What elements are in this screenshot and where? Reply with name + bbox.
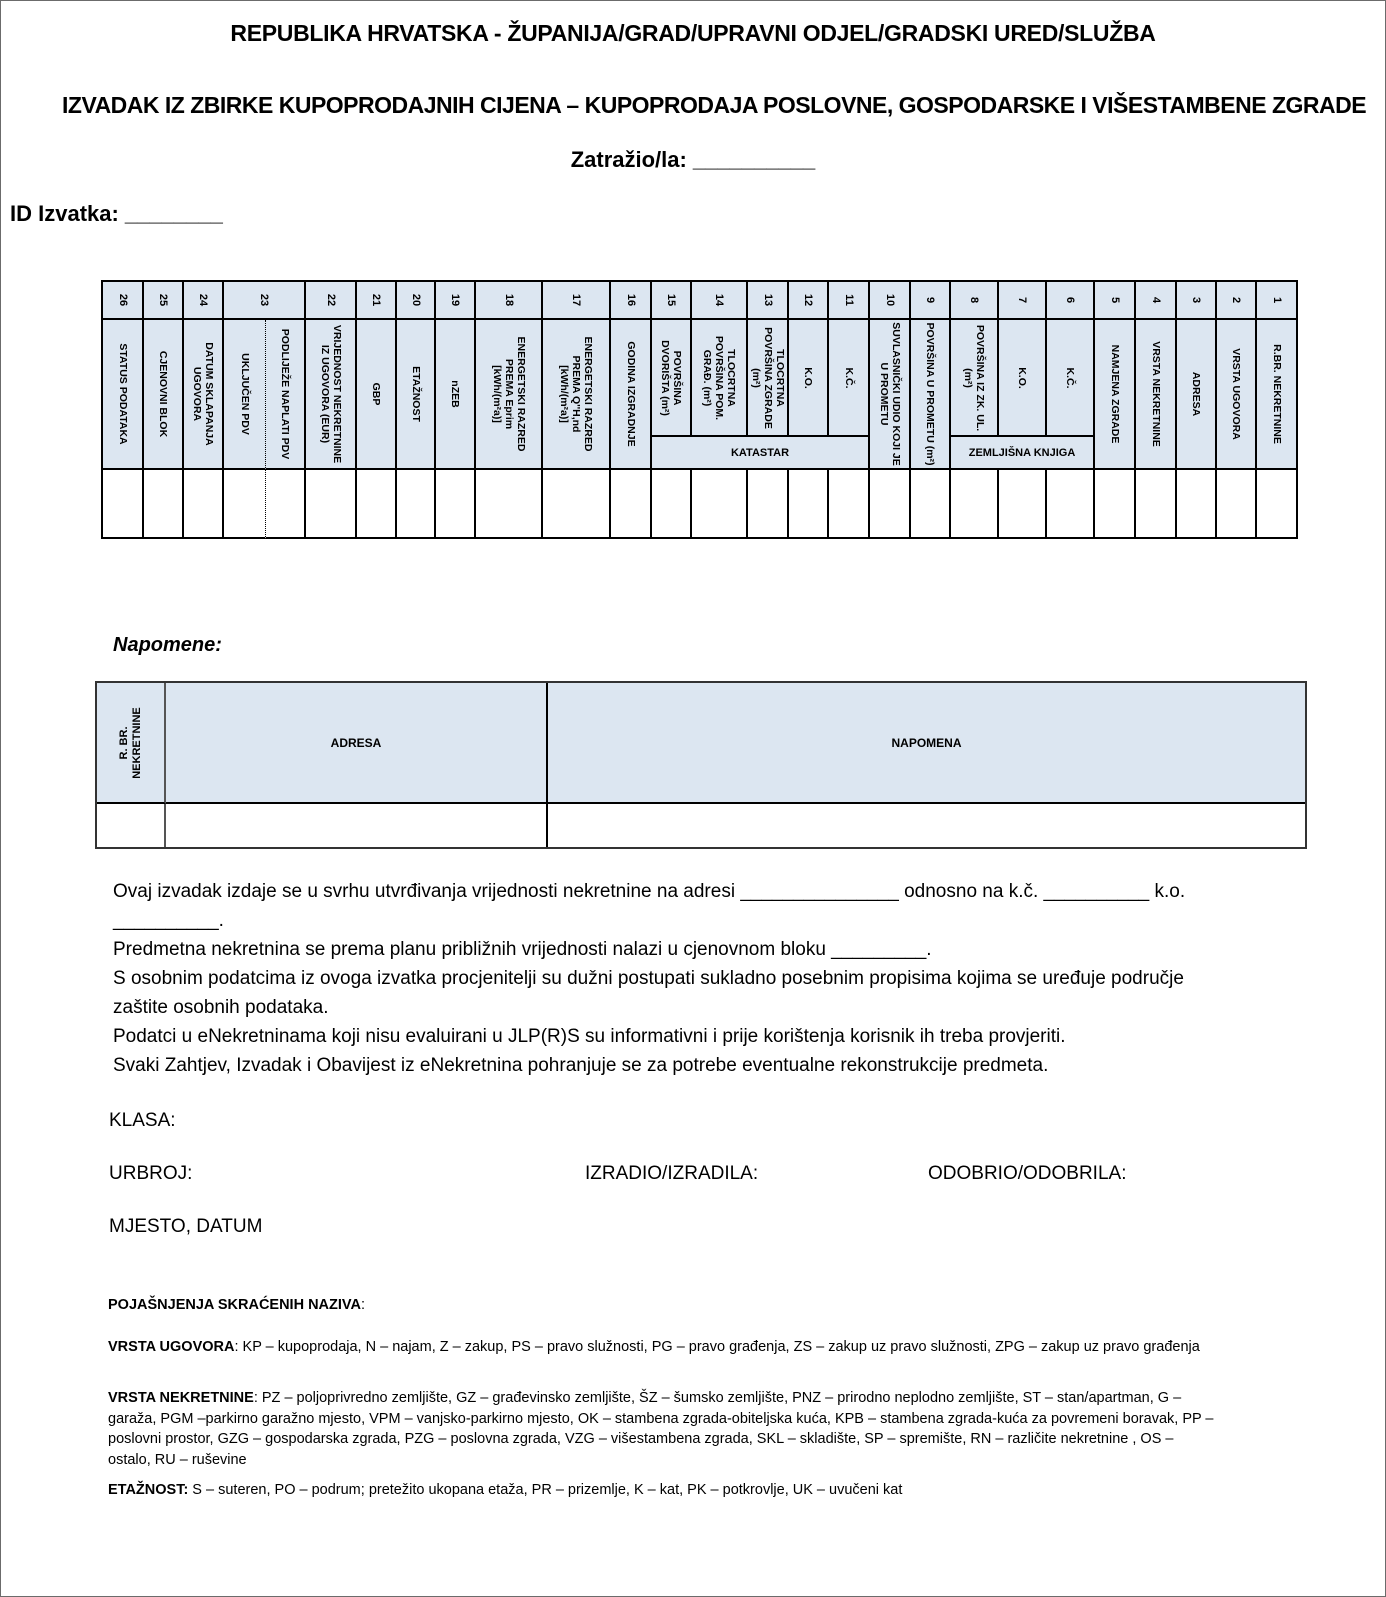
cell-povrsina-dvorista[interactable]: [652, 470, 692, 539]
extract-id-field[interactable]: ID Izvatka: ________: [10, 201, 223, 226]
col-header-katastar-kc: K.Č.: [829, 320, 870, 437]
col-num-2: 2: [1217, 282, 1257, 320]
urbroj-label: URBROJ:: [109, 1163, 193, 1184]
col-num-20: 20: [397, 282, 436, 320]
cell-nzeb[interactable]: [436, 470, 476, 539]
col-num-5: 5: [1095, 282, 1136, 320]
statement-line-5: zaštite osobnih podataka.: [113, 997, 329, 1018]
izradio-label: IZRADIO/IZRADILA:: [585, 1163, 759, 1184]
klasa-label: KLASA:: [109, 1110, 176, 1131]
cell-energetski-qhnd[interactable]: [543, 470, 611, 539]
cell-katastar-kc[interactable]: [829, 470, 870, 539]
cell-gbp[interactable]: [357, 470, 397, 539]
col-header-namjena-zgrade: NAMJENA ZGRADE: [1095, 320, 1136, 470]
col-header-zk-ko: K.O.: [999, 320, 1047, 437]
col-num-17: 17: [543, 282, 611, 320]
col-num-15: 15: [652, 282, 692, 320]
statement-line-7: Svaki Zahtjev, Izvadak i Obavijest iz eNekretnina pohranjuje se za potrebe eventualne rekonstrukcije predmeta.: [113, 1055, 1049, 1076]
col-header-datum-sklapanja: DATUM SKLAPANJA UGOVORA: [184, 320, 224, 470]
col-num-14: 14: [692, 282, 748, 320]
col-num-10: 10: [870, 282, 911, 320]
notes-label: Napomene:: [113, 634, 222, 656]
statement-line-3: Predmetna nekretnina se prema planu približnih vrijednosti nalazi u cjenovnom bloku _________.: [113, 939, 932, 960]
cell-zk-ko[interactable]: [999, 470, 1047, 539]
col-num-23: 23: [224, 282, 306, 320]
col-num-19: 19: [436, 282, 476, 320]
explanation-etaznost: ETAŽNOST: S – suteren, PO – podrum; pretežito ukopana etaža, PR – prizemlje, K – kat, PK – potkrovlje, UK – uvučeni kat: [108, 1482, 903, 1498]
col-num-26: 26: [103, 282, 144, 320]
cell-ukljucen-pdv[interactable]: [224, 470, 266, 539]
col-header-gbp: GBP: [357, 320, 397, 470]
explanation-vrsta-nekretnine: VRSTA NEKRETNINE: PZ – poljoprivredno zemljište, GZ – građevinsko zemljište, ŠZ – šumsko zemljište, PNZ – prirodno neplodno zemljište, ST – stan/apartman, G – garaža, PGM –parkirno garažno mjesto, VPM – vanjsko-parkirno mjesto, OK – stambena zgrada-obiteljska kuća, KPB – stambena zgrada-kuća za povremeni boravak, PP – poslovni prostor, GZG – gospodarska zgrada, PZG – poslovna zgrada, VZG – višestambena zgrada, SKL – skladište, SP – spremište, RN – različite nekretnine , OS – ostalo, RU – ruševine: [108, 1390, 1214, 1468]
col-header-suvlasnicki-udio: SUVLASNIČKI UDIO KOJI JE U PROMETU: [870, 320, 911, 470]
col-num-24: 24: [184, 282, 224, 320]
col-header-adresa: ADRESA: [1177, 320, 1217, 470]
cell-energetski-eprim[interactable]: [476, 470, 543, 539]
col-header-vrijednost: VRIJEDNOST NEKRETNINE IZ UGOVORA (EUR): [306, 320, 357, 470]
cell-katastar-ko[interactable]: [789, 470, 829, 539]
col-header-godina-izgradnje: GODINA IZGRADNJE: [611, 320, 652, 470]
col-num-18: 18: [476, 282, 543, 320]
col-header-energetski-qhnd: ENERGETSKI RAZRED PREMA Q''H,nd [kWh/(m²a)]: [543, 320, 611, 470]
cell-vrsta-ugovora[interactable]: [1217, 470, 1257, 539]
notes-cell-napomena[interactable]: [548, 804, 1305, 847]
cell-cjenovni-blok[interactable]: [144, 470, 184, 539]
col-num-25: 25: [144, 282, 184, 320]
cell-status-podataka[interactable]: [103, 470, 144, 539]
col-header-tlocrtna-zgrade: TLOCRTNA POVRŠINA ZGRADE (m²): [748, 320, 789, 437]
cell-godina-izgradnje[interactable]: [611, 470, 652, 539]
group-header-katastar: KATASTAR: [652, 437, 870, 470]
col-header-tlocrtna-pom-grad: TLOCRTNA POVRŠINA POM. GRAĐ. (m²): [692, 320, 748, 437]
institution-title: REPUBLIKA HRVATSKA - ŽUPANIJA/GRAD/UPRAVNI ODJEL/GRADSKI URED/SLUŽBA: [230, 20, 1156, 46]
col-header-zk-kc: K.Č.: [1047, 320, 1095, 437]
requested-by-field[interactable]: Zatražio/la: __________: [570, 147, 816, 172]
cell-podlijeze-pdv[interactable]: [266, 470, 306, 539]
explanation-vrsta-ugovora: VRSTA UGOVORA: KP – kupoprodaja, N – najam, Z – zakup, PS – pravo služnosti, PG – pravo građenja, ZS – zakup uz pravo služnosti, ZPG – zakup uz pravo građenja: [108, 1339, 1200, 1355]
notes-cell-rbr[interactable]: [97, 804, 166, 847]
notes-col-rbr: R. BR. NEKRETNINE: [97, 683, 166, 804]
col-num-8: 8: [951, 282, 999, 320]
col-header-povrsina-dvorista: POVRŠINA DVORIŠTA (m²): [652, 320, 692, 437]
cell-vrsta-nekretnine[interactable]: [1136, 470, 1177, 539]
explanations-title: POJAŠNJENJA SKRAĆENIH NAZIVA:: [108, 1297, 366, 1313]
cell-suvlasnicki-udio[interactable]: [870, 470, 911, 539]
odobrio-label: ODOBRIO/ODOBRILA:: [928, 1163, 1127, 1184]
col-header-ukljucen-pdv: UKLJUČEN PDV: [224, 320, 266, 470]
col-header-povrsina-u-prometu: POVRŠINA U PROMETU (m²): [911, 320, 951, 470]
col-header-vrsta-ugovora: VRSTA UGOVORA: [1217, 320, 1257, 470]
col-header-nzeb: nZEB: [436, 320, 476, 470]
col-header-etaznost: ETAŽNOST: [397, 320, 436, 470]
cell-adresa[interactable]: [1177, 470, 1217, 539]
document-title: IZVADAK IZ ZBIRKE KUPOPRODAJNIH CIJENA – KUPOPRODAJA POSLOVNE, GOSPODARSKE I VIŠESTAMBENE ZGRADE: [62, 92, 1367, 118]
col-header-podlijeze-pdv: PODLIJEŽE NAPLATI PDV: [266, 320, 306, 470]
notes-col-adresa: ADRESA: [166, 683, 548, 804]
col-header-energetski-eprim: ENERGETSKI RAZRED PREMA Eprim [kWh/(m²a)]: [476, 320, 543, 470]
col-header-cjenovni-blok: CJENOVNI BLOK: [144, 320, 184, 470]
cell-namjena-zgrade[interactable]: [1095, 470, 1136, 539]
statement-paragraph: [113, 877, 1273, 1080]
cell-rbr-nekretnine[interactable]: [1257, 470, 1296, 537]
cell-datum-sklapanja[interactable]: [184, 470, 224, 539]
col-num-3: 3: [1177, 282, 1217, 320]
col-header-status-podataka: STATUS PODATAKA: [103, 320, 144, 470]
notes-col-napomena: NAPOMENA: [548, 683, 1305, 804]
notes-cell-adresa[interactable]: [166, 804, 548, 847]
cell-tlocrtna-pom-grad[interactable]: [692, 470, 748, 539]
col-header-katastar-ko: K.O.: [789, 320, 829, 437]
col-num-16: 16: [611, 282, 652, 320]
col-num-12: 12: [789, 282, 829, 320]
cell-tlocrtna-zgrade[interactable]: [748, 470, 789, 539]
statement-line-1: Ovaj izvadak izdaje se u svrhu utvrđivanja vrijednosti nekretnine na adresi _______________ odnosno na k.č. __________ k.o.: [113, 881, 1186, 902]
col-num-13: 13: [748, 282, 789, 320]
statement-line-6: Podatci u eNekretninama koji nisu evaluirani u JLP(R)S su informativni i prije korištenja korisnik ih treba provjeriti.: [113, 1026, 1066, 1047]
mjesto-datum-label: MJESTO, DATUM: [109, 1216, 263, 1237]
col-num-1: 1: [1257, 282, 1296, 320]
group-header-zemljisna-knjiga: ZEMLJIŠNA KNJIGA: [951, 437, 1095, 470]
col-num-9: 9: [911, 282, 951, 320]
col-num-21: 21: [357, 282, 397, 320]
col-header-povrsina-zk: POVRŠINA IZ ZK. UL. (m²): [951, 320, 999, 437]
col-num-22: 22: [306, 282, 357, 320]
cell-povrsina-u-prometu[interactable]: [911, 470, 951, 539]
col-header-vrsta-nekretnine: VRSTA NEKRETNINE: [1136, 320, 1177, 470]
col-num-6: 6: [1047, 282, 1095, 320]
statement-line-4: S osobnim podatcima iz ovoga izvatka procjenitelji su dužni postupati sukladno posebnim propisima kojima se uređuje područje: [113, 968, 1184, 989]
statement-line-2: __________.: [113, 910, 224, 931]
col-num-7: 7: [999, 282, 1047, 320]
cell-povrsina-zk[interactable]: [951, 470, 999, 539]
notes-table: [95, 681, 1307, 849]
cell-etaznost[interactable]: [397, 470, 436, 539]
price-collection-table: [101, 280, 1298, 539]
col-header-rbr-nekretnine: R.BR. NEKRETNINE: [1257, 320, 1296, 470]
col-num-4: 4: [1136, 282, 1177, 320]
cell-zk-kc[interactable]: [1047, 470, 1095, 539]
cell-vrijednost[interactable]: [306, 470, 357, 539]
col-num-11: 11: [829, 282, 870, 320]
